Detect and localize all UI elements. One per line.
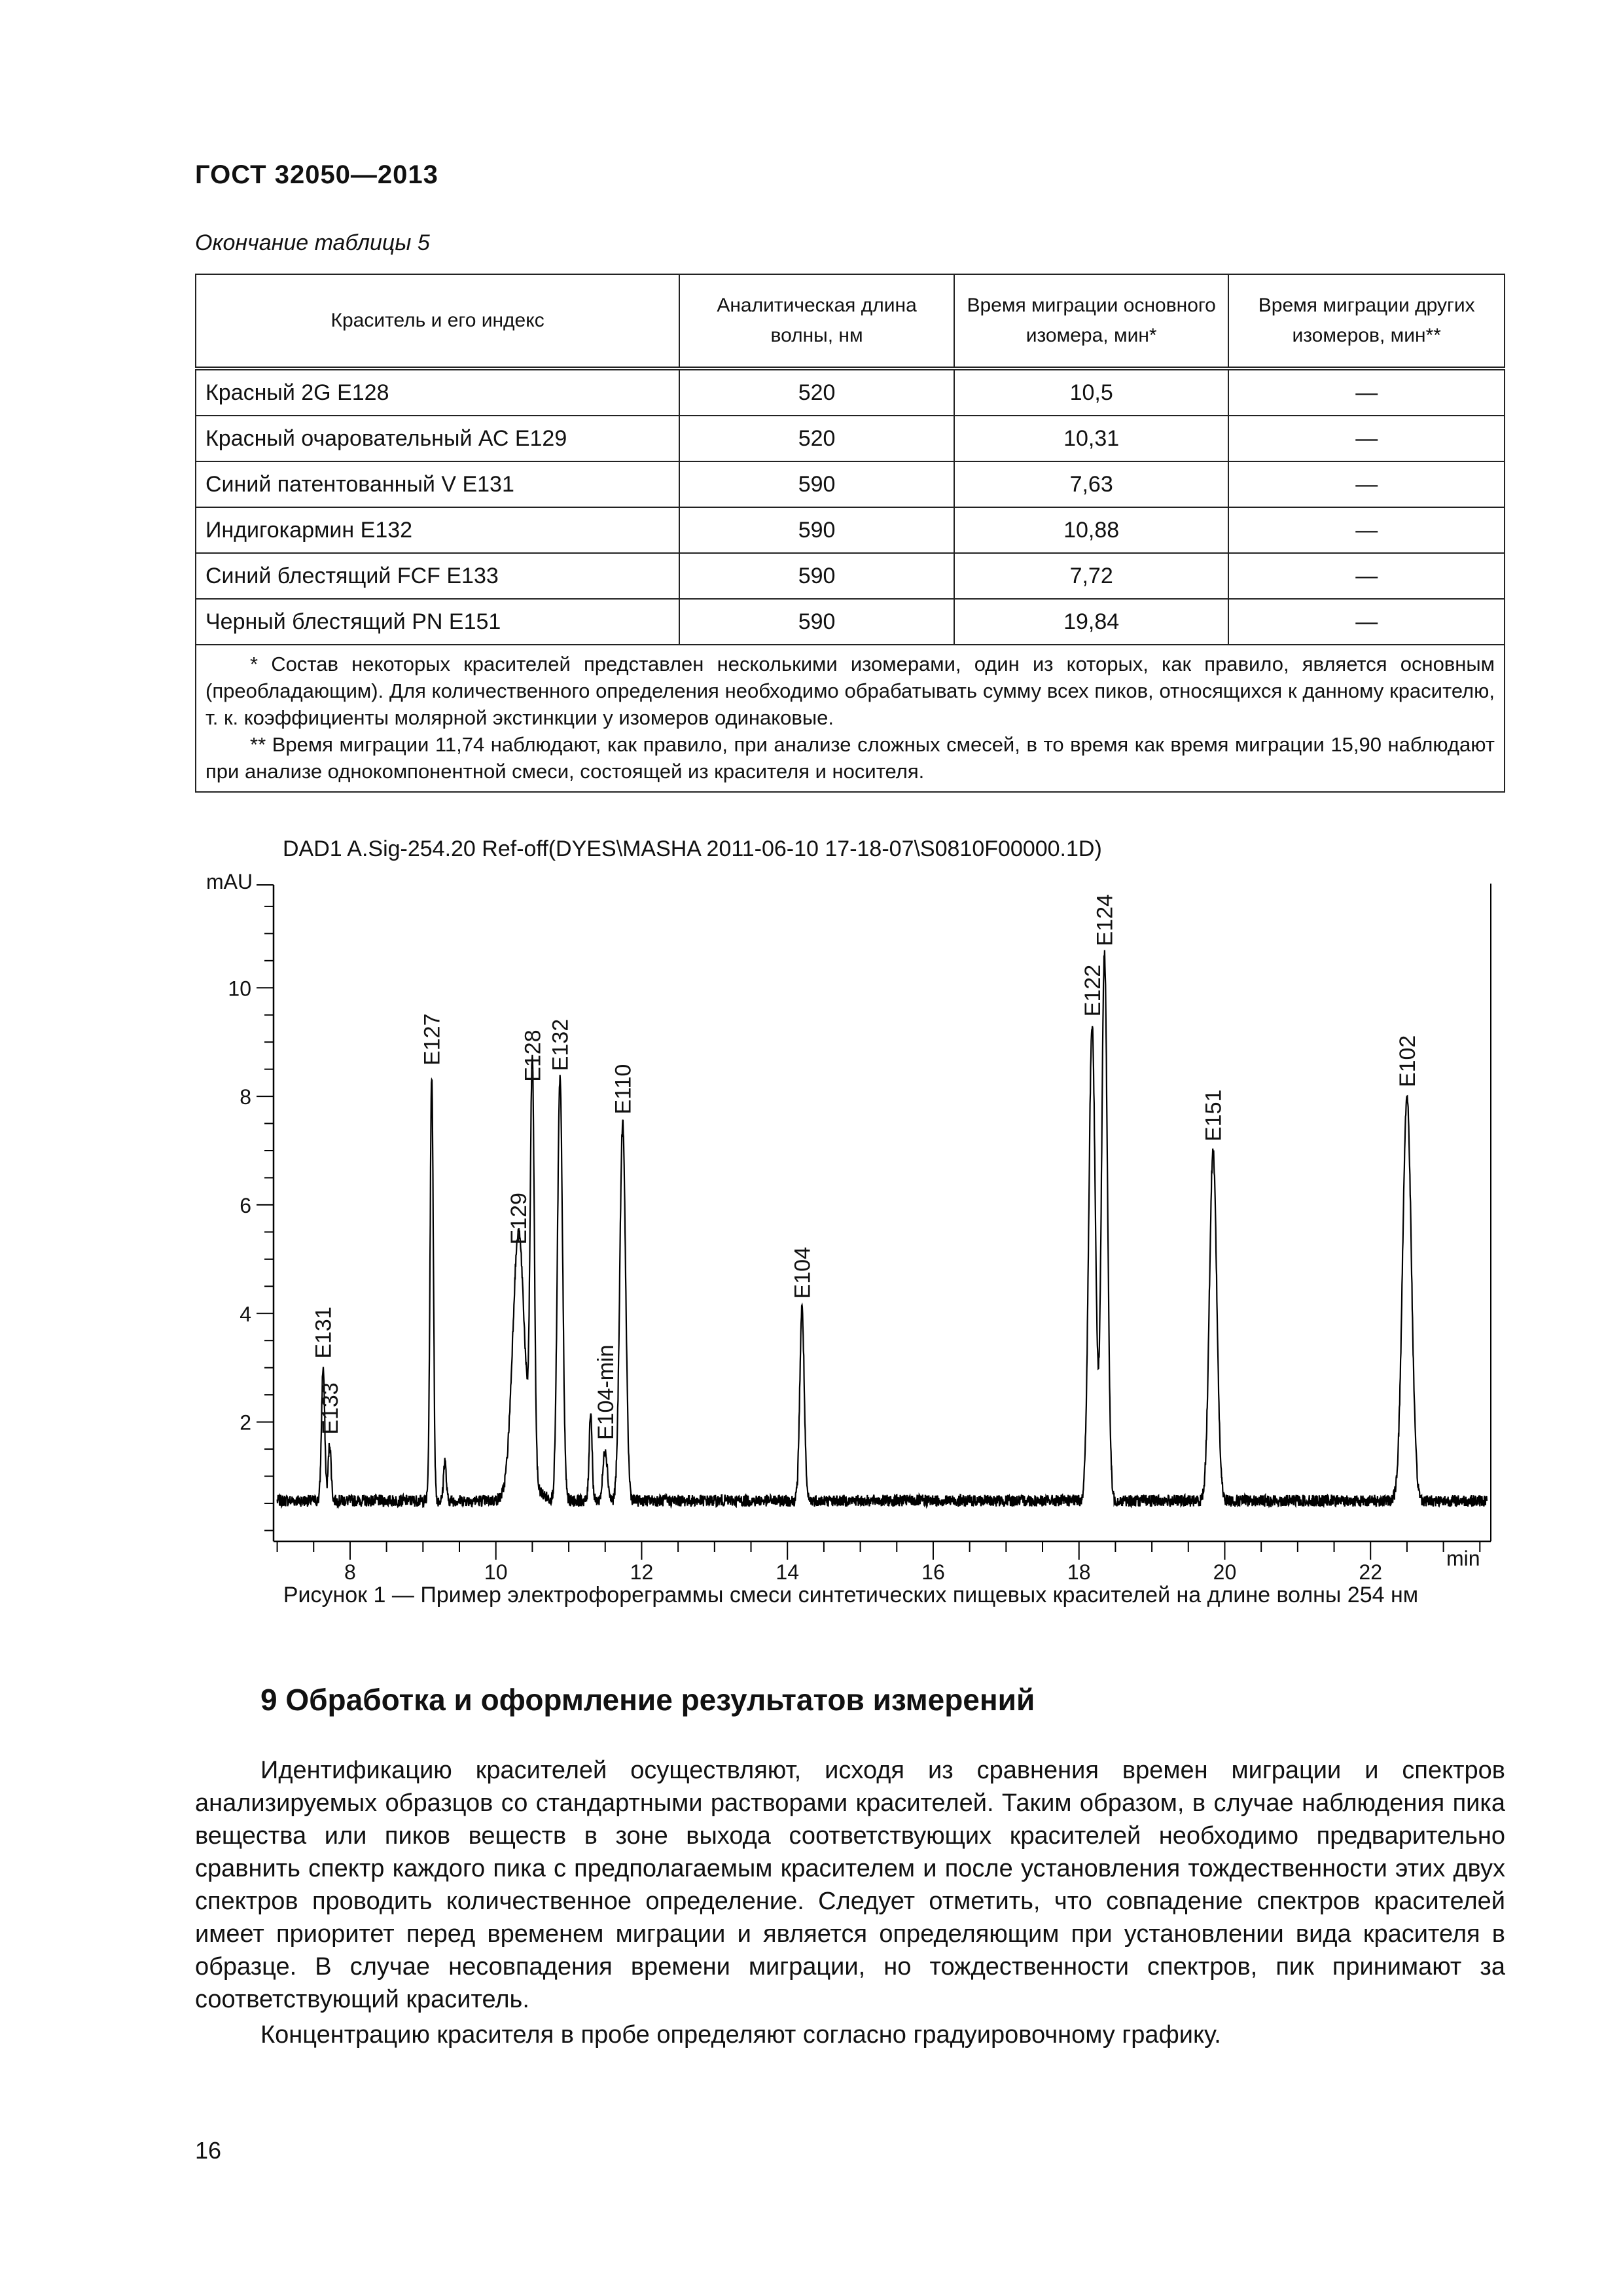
- dye-name-cell: Черный блестящий PN E151: [196, 599, 679, 645]
- section-title: 9 Обработка и оформление результатов измерений: [260, 1683, 1035, 1717]
- section-body: [195, 1754, 1505, 2054]
- x-tick-label: 16: [921, 1560, 945, 1584]
- paragraph: Концентрацию красителя в пробе определяют согласно градуировочному графику.: [260, 2021, 1221, 2049]
- table-row: [196, 553, 1505, 599]
- peak-label: E127: [419, 1013, 445, 1066]
- signal-trace: [277, 950, 1487, 1507]
- other-isomers-cell: —: [1228, 507, 1505, 553]
- peak-labels: [312, 894, 1420, 1440]
- dye-name-cell: Синий патентованный V E131: [196, 461, 679, 507]
- x-tick-label: 18: [1067, 1560, 1091, 1584]
- y-axis-label: mAU: [206, 870, 253, 893]
- standard-header: ГОСТ 32050—2013: [195, 160, 438, 189]
- y-tick-label: 6: [240, 1193, 251, 1217]
- table-row: [196, 368, 1505, 416]
- x-tick-label: 22: [1359, 1560, 1383, 1584]
- y-tick-label: 8: [240, 1085, 251, 1109]
- table-note: * Состав некоторых красителей представлен несколькими изомерами, один из которых, как правило, является основным (преобладающим). Для количественного определения необходимо обрабатывать сумму всех пиков, относящихся к данному красителю, т. к. коэффициенты молярной экстинкции у изомеров одинаковые.: [205, 653, 1495, 729]
- table-caption: Окончание таблицы 5: [195, 230, 430, 255]
- migration-time-cell: 7,63: [954, 461, 1229, 507]
- y-tick-label: 4: [240, 1302, 251, 1326]
- x-tick-label: 20: [1213, 1560, 1237, 1584]
- table-row: [196, 507, 1505, 553]
- other-isomers-cell: —: [1228, 599, 1505, 645]
- peak-label: E124: [1092, 894, 1118, 946]
- peak-label: E131: [311, 1306, 336, 1359]
- x-axis-label: min: [1446, 1547, 1480, 1570]
- table-notes-row: [196, 645, 1505, 792]
- wavelength-cell: 590: [679, 553, 954, 599]
- peak-label: E104: [790, 1247, 815, 1299]
- chart-title: DAD1 A.Sig-254.20 Ref-off(DYES\MASHA 2011-06-10 17-18-07\S0810F00000.1D): [283, 836, 1102, 861]
- dye-name-cell: Красный 2G E128: [196, 368, 679, 416]
- dye-name-cell: Красный очаровательный АС E129: [196, 416, 679, 461]
- other-isomers-cell: —: [1228, 416, 1505, 461]
- migration-time-cell: 10,88: [954, 507, 1229, 553]
- peak-label: E151: [1201, 1089, 1226, 1141]
- x-tick-label: 8: [344, 1560, 356, 1584]
- table-row: [196, 599, 1505, 645]
- y-tick-label: 10: [228, 977, 251, 1001]
- wavelength-cell: 590: [679, 461, 954, 507]
- migration-time-cell: 10,5: [954, 368, 1229, 416]
- wavelength-cell: 590: [679, 507, 954, 553]
- peak-label: E110: [611, 1064, 636, 1115]
- chart-axes: [274, 884, 1491, 1541]
- table-header-row: [196, 274, 1505, 368]
- peak-label: E104-min: [593, 1344, 618, 1441]
- other-isomers-cell: —: [1228, 368, 1505, 416]
- x-tick-label: 10: [484, 1560, 508, 1584]
- peak-label: E122: [1080, 964, 1105, 1017]
- migration-time-cell: 19,84: [954, 599, 1229, 645]
- column-header: Время миграции основного изомера, мин*: [954, 274, 1229, 368]
- migration-time-cell: 10,31: [954, 416, 1229, 461]
- y-tick-label: 2: [240, 1410, 251, 1435]
- x-tick-label: 12: [630, 1560, 654, 1584]
- column-header: Аналитическая длина волны, нм: [679, 274, 954, 368]
- peak-label: E102: [1395, 1035, 1420, 1088]
- column-header: Время миграции других изомеров, мин**: [1228, 274, 1505, 368]
- table-note: ** Время миграции 11,74 наблюдают, как правило, при анализе сложных смесей, в то время как время миграции 15,90 наблюдают при анализе однокомпонентной смеси, состоящей из красителя и носителя.: [205, 733, 1495, 783]
- dye-name-cell: Синий блестящий FCF E133: [196, 553, 679, 599]
- peak-label: E129: [507, 1193, 532, 1245]
- peak-label: E133: [317, 1382, 343, 1435]
- other-isomers-cell: —: [1228, 553, 1505, 599]
- wavelength-cell: 520: [679, 416, 954, 461]
- wavelength-cell: 520: [679, 368, 954, 416]
- table-notes: [196, 645, 1505, 792]
- chart-ticks: [228, 885, 1480, 1584]
- dye-table: [195, 274, 1505, 793]
- peak-label: E132: [548, 1018, 573, 1071]
- other-isomers-cell: —: [1228, 461, 1505, 507]
- dye-name-cell: Индигокармин E132: [196, 507, 679, 553]
- paragraph: Идентификацию красителей осуществляют, исходя из сравнения времен миграции и спектров анализируемых образцов со стандартными растворами красителей. Таким образом, в случае наблюдения пика вещества или пиков веществ в зоне выхода соответствующих красителей необходимо предварительно сравнить спектр каждого пика с предполагаемым красителем и после установления тождественности этих двух спектров проводить количественное определение. Следует отметить, что совпадение спектров красителей имеет приоритет перед временем миграции и является определяющим при установлении вида красителя в образце. В случае несовпадения времени миграции, но тождественности спектров, пик принимают за соответствующий краситель.: [195, 1757, 1505, 2013]
- peak-label: E128: [520, 1030, 546, 1082]
- wavelength-cell: 590: [679, 599, 954, 645]
- page-number: 16: [195, 2137, 222, 2164]
- figure-caption: Рисунок 1 — Пример электрофореграммы смеси синтетических пищевых красителей на длине волны 254 нм: [283, 1583, 1419, 1607]
- table-row: [196, 416, 1505, 461]
- migration-time-cell: 7,72: [954, 553, 1229, 599]
- x-tick-label: 14: [776, 1560, 800, 1584]
- column-header: Краситель и его индекс: [196, 274, 679, 368]
- table-row: [196, 461, 1505, 507]
